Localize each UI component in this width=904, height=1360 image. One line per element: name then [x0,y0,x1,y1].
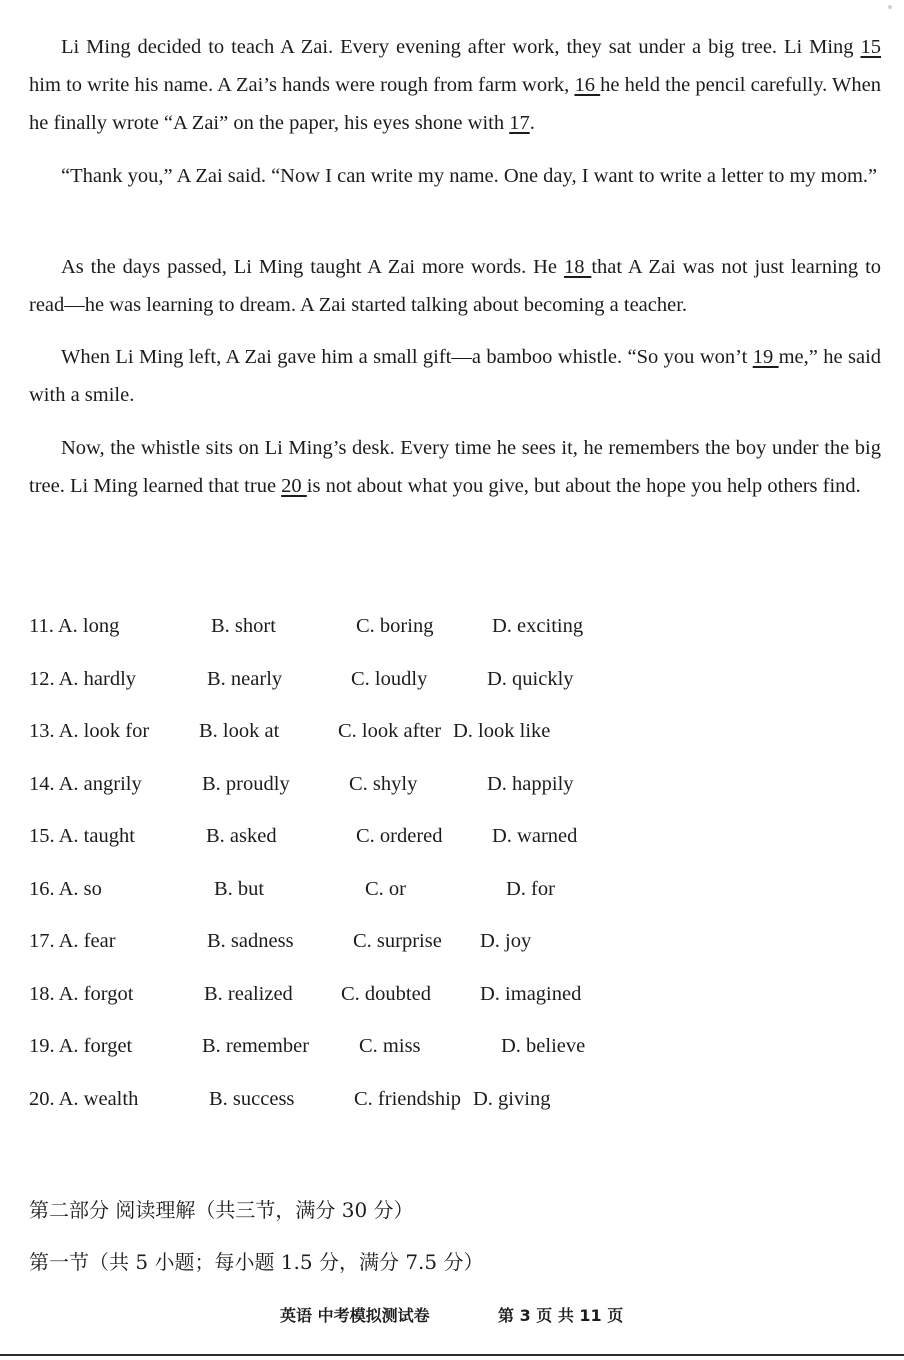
blank-number: 20 [281,475,307,497]
option-choice: C. shyly [349,773,418,795]
option-choice: C. friendship [354,1088,462,1110]
option-choice: C. miss [359,1035,421,1057]
option-choice: C. or [365,878,406,900]
option-choice: C. surprise [353,930,442,952]
option-choice: D. look like [453,720,551,742]
blank-number: 15 [860,36,881,58]
option-choice: C. loudly [351,668,428,690]
option-choice: B. sadness [207,930,294,952]
option-choice: D. giving [473,1088,551,1110]
question-options-row [29,1088,729,1118]
passage-text: “Thank you,” A Zai said. “Now I can write my name. One day, I want to write a letter to my mom.” [61,165,878,187]
passage-paragraph-2 [29,157,881,195]
footer-exam-title: 英语 中考模拟测试卷 [280,1306,430,1325]
question-options-row [29,825,729,855]
option-choice: D. warned [492,825,578,847]
blank-number: 16 [574,74,601,96]
option-choice: D. quickly [487,668,574,690]
passage-text: me,” he said with a smile. [29,346,882,406]
option-choice: 14. A. angrily [29,773,142,795]
passage-paragraph-5 [29,429,881,505]
blank-number: 17 [509,112,530,134]
option-choice: 16. A. so [29,878,102,900]
question-options-row [29,773,729,803]
option-choice: B. look at [199,720,280,742]
question-options-row [29,1035,729,1065]
passage-text: As the days passed, Li Ming taught A Zai more words. He [61,256,564,278]
option-choice: 17. A. fear [29,930,116,952]
passage-text: is not about what you give, but about the hope you help others find. [306,475,861,497]
section-title: 第二部分 阅读理解（共三节，满分 30 分） [29,1198,414,1222]
question-options-row [29,720,729,750]
passage-text: . [529,112,535,134]
passage-text: Li Ming decided to teach A Zai. Every evening after work, they sat under a big tree. Li Ming [61,36,861,58]
question-options-row [29,878,729,908]
option-choice: 15. A. taught [29,825,135,847]
option-choice: B. realized [204,983,293,1005]
option-choice: D. exciting [492,615,584,637]
option-choice: 13. A. look for [29,720,150,742]
passage-text: Now, the whistle sits on Li Ming’s desk. Every time he sees it, he remembers the boy under the big tree. Li Ming learned that true [29,437,881,497]
passage-paragraph-1 [29,28,881,142]
question-options-row [29,930,729,960]
option-choice: B. proudly [202,773,290,795]
scan-speck [888,5,892,9]
subsection-title: 第一节（共 5 小题；每小题 1.5 分，满分 7.5 分） [29,1250,484,1274]
option-choice: B. success [209,1088,295,1110]
option-choice: B. remember [202,1035,310,1057]
passage-text: that A Zai was not just learning to read—he was learning to dream. A Zai started talking about becoming a teacher. [29,256,882,316]
option-choice: 19. A. forget [29,1035,133,1057]
option-choice: D. for [506,878,555,900]
passage-text: When Li Ming left, A Zai gave him a small gift—a bamboo whistle. “So you won’t [61,346,753,368]
option-choice: D. joy [480,930,532,952]
option-choice: 12. A. hardly [29,668,137,690]
option-choice: 11. A. long [29,615,120,637]
option-choice: B. short [211,615,276,637]
footer-page-number: 第 3 页 共 11 页 [498,1306,624,1325]
option-choice: C. look after [338,720,442,742]
option-choice: D. imagined [480,983,582,1005]
option-choice: 18. A. forgot [29,983,134,1005]
passage-text: he held the pencil carefully. When he finally wrote “A Zai” on the paper, his eyes shone with [29,74,882,134]
passage-text: him to write his name. A Zai’s hands were rough from farm work, [29,74,575,96]
option-choice: D. happily [487,773,574,795]
option-choice: B. but [214,878,265,900]
option-choice: D. believe [501,1035,586,1057]
blank-number: 18 [563,256,592,278]
option-choice: B. nearly [207,668,283,690]
blank-number: 19 [752,346,779,368]
option-choice: C. ordered [356,825,443,847]
option-choice: C. boring [356,615,434,637]
option-choice: 20. A. wealth [29,1088,139,1110]
option-choice: B. asked [206,825,277,847]
bottom-rule [0,1354,904,1356]
question-options-row [29,668,729,698]
option-choice: C. doubted [341,983,431,1005]
passage-paragraph-4 [29,338,881,414]
question-options-row [29,615,729,645]
question-options-row [29,983,729,1013]
passage-paragraph-3 [29,248,881,324]
